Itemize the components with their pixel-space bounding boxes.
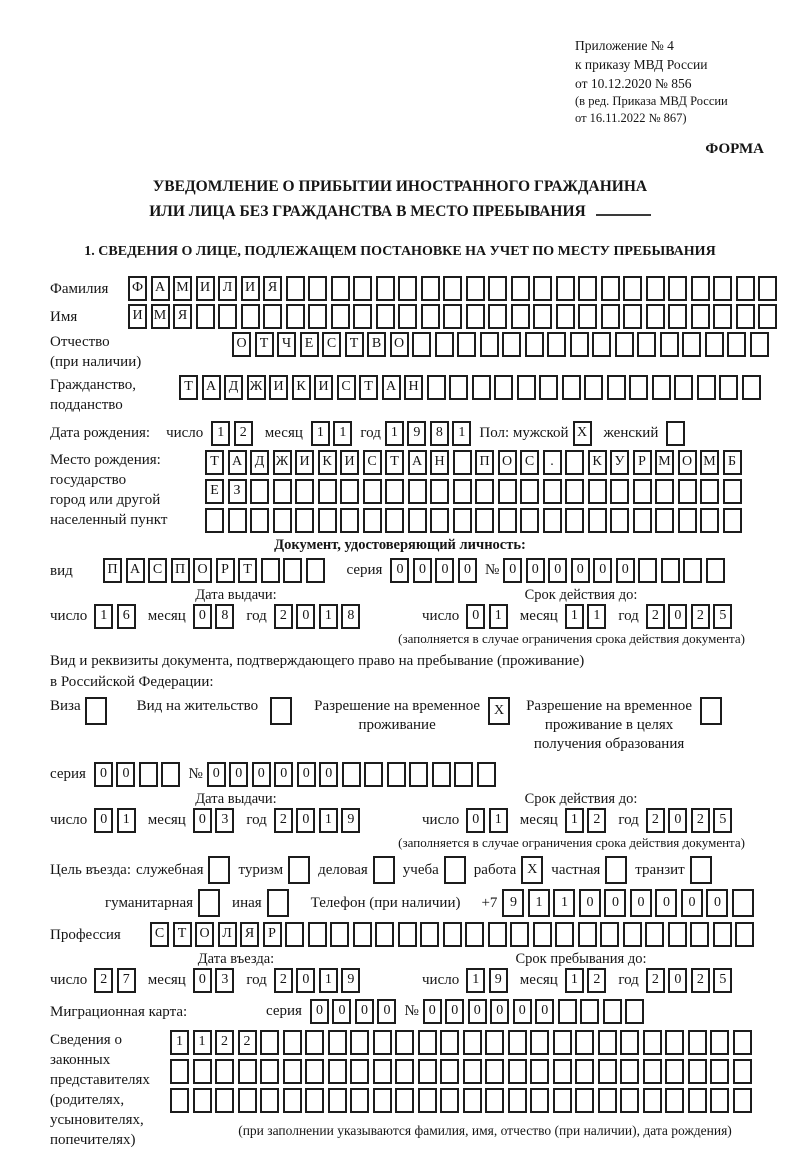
doc-series-label: серия: [346, 562, 383, 578]
profession-label: Профессия: [50, 926, 121, 943]
day-label: число: [422, 972, 460, 988]
birth-month-label: месяц: [264, 425, 303, 441]
purpose-transit-label: транзит: [635, 861, 685, 878]
purpose-row-2: [0, 889, 800, 917]
purpose-work-checkbox[interactable]: X: [521, 856, 543, 884]
doc-issue-year-boxes[interactable]: 2 0 1 8: [274, 604, 361, 629]
year-label: год: [246, 812, 267, 828]
day-label: число: [50, 812, 88, 828]
year-label: год: [246, 972, 267, 988]
surname-row: [0, 276, 800, 301]
first-name-boxes[interactable]: И М Я: [128, 304, 777, 329]
birth-date-row: [0, 421, 800, 446]
purpose-private-checkbox[interactable]: [605, 856, 627, 884]
phone-prefix: +7: [481, 894, 498, 911]
identity-doc-dates-row: [0, 604, 800, 629]
form-title-line2: ИЛИ ЛИЦА БЕЗ ГРАЖДАНСТВА В МЕСТО ПРЕБЫВАНИЯ: [0, 199, 800, 224]
purpose-other-label: иная: [232, 894, 262, 911]
title-blank-underline: [596, 214, 651, 216]
residence-series-row: [0, 762, 800, 787]
migration-card-row: [0, 999, 800, 1024]
visa-option: [50, 697, 107, 725]
doc-issue-month-boxes[interactable]: 0 8: [193, 604, 235, 629]
birth-place-row: [0, 450, 800, 533]
issue-date-header: Дата выдачи:: [195, 791, 277, 807]
purpose-study-label: учеба: [402, 861, 439, 878]
first-name-label: Имя: [50, 308, 78, 325]
residence-doc-line1: Вид и реквизиты документа, подтверждающего право на пребывание (проживание): [50, 653, 585, 669]
limit-note: (заполняется в случае ограничения срока действия документа): [398, 835, 745, 850]
month-label: месяц: [147, 608, 186, 624]
doc-issue-day-boxes[interactable]: 1 6: [94, 604, 136, 629]
day-label: число: [422, 812, 460, 828]
visa-label: Виза: [50, 698, 81, 714]
profession-row: [0, 922, 800, 947]
res-series-label: серия: [50, 766, 86, 782]
birth-place-label: Место рождения: государство город или другой населенный пункт: [50, 452, 168, 528]
entry-month-boxes[interactable]: 0 3: [193, 968, 235, 993]
purpose-humanitarian-checkbox[interactable]: [198, 889, 220, 917]
migration-number-boxes[interactable]: 0 0 0 0 0 0: [423, 999, 645, 1024]
purpose-work-label: работа: [473, 861, 517, 878]
identity-doc-dates-header: [0, 587, 800, 604]
res-issue-day-boxes[interactable]: 0 1: [94, 808, 136, 833]
res-valid-month-boxes[interactable]: 1 2: [565, 808, 607, 833]
purpose-study-checkbox[interactable]: [444, 856, 466, 884]
sex-female-checkbox[interactable]: [666, 421, 685, 446]
form-title-line1: УВЕДОМЛЕНИЕ О ПРИБЫТИИ ИНОСТРАННОГО ГРАЖДАНИНА: [152, 178, 648, 195]
purpose-tourism-checkbox[interactable]: [288, 856, 310, 884]
phone-boxes[interactable]: 9 1 1 0 0 0 0 0 0: [502, 889, 754, 917]
representatives-note: (при заполнении указываются фамилия, имя, отчество (при наличии), дата рождения): [238, 1123, 732, 1138]
form-title: [0, 174, 800, 224]
visa-checkbox[interactable]: [85, 697, 107, 725]
birth-year-label: год: [360, 425, 381, 441]
day-label: число: [50, 608, 88, 624]
edu-residence-checkbox[interactable]: [700, 697, 722, 725]
res-series-boxes[interactable]: 0 0: [94, 762, 181, 787]
res-number-label: №: [188, 766, 203, 782]
birth-place-line3-boxes[interactable]: [205, 508, 742, 533]
representatives-row: [0, 1030, 800, 1150]
purpose-other-checkbox[interactable]: [267, 889, 289, 917]
valid-until-header: Срок действия до:: [524, 587, 638, 603]
representatives-line1-boxes[interactable]: 1 1 2 2: [170, 1030, 800, 1055]
migration-series-label: серия: [266, 1003, 302, 1019]
month-label: месяц: [519, 972, 558, 988]
month-label: месяц: [147, 812, 186, 828]
phone-label: Телефон (при наличии): [310, 894, 461, 911]
entry-year-boxes[interactable]: 2 0 1 9: [274, 968, 361, 993]
first-name-row: [0, 304, 800, 329]
purpose-tourism-label: туризм: [238, 861, 284, 878]
doc-series-boxes[interactable]: 0 0 0 0: [390, 558, 477, 583]
birth-year-boxes[interactable]: 1 9 8 1: [385, 421, 472, 446]
purpose-official-label: служебная: [135, 861, 204, 878]
issue-date-header: Дата выдачи:: [195, 587, 277, 603]
purpose-transit-checkbox[interactable]: [690, 856, 712, 884]
valid-until-header: Срок действия до:: [524, 791, 638, 807]
residence-dates-row: [0, 808, 800, 833]
birth-place-line2-boxes[interactable]: Е З: [205, 479, 742, 504]
purpose-row-1: [0, 856, 800, 884]
birth-day-label: число: [166, 425, 204, 441]
citizenship-boxes[interactable]: Т А Д Ж И К И С Т А Н: [179, 375, 761, 400]
sex-label: Пол: мужской: [479, 425, 569, 441]
forma-label: ФОРМА: [705, 141, 764, 157]
patronymic-label: Отчество (при наличии): [50, 334, 142, 370]
doc-number-label: №: [484, 562, 500, 578]
appendix-line: к приказу МВД России: [575, 57, 708, 72]
entry-dates-header: [0, 951, 800, 968]
edition-line: от 16.11.2022 № 867): [575, 111, 687, 125]
sex-male-checkbox[interactable]: X: [573, 421, 592, 446]
entry-date-header: Дата въезда:: [197, 951, 275, 967]
stay-day-boxes[interactable]: 1 9: [466, 968, 508, 993]
residence-permit-label: Вид на жительство: [136, 698, 259, 714]
day-label: число: [50, 972, 88, 988]
entry-dates-row: [0, 968, 800, 993]
residence-doc-options: [0, 697, 800, 754]
stay-year-boxes[interactable]: 2 0 2 5: [646, 968, 733, 993]
limit-note: (заполняется в случае ограничения срока действия документа): [398, 631, 745, 646]
surname-boxes[interactable]: Ф А М И Л И Я: [128, 276, 777, 301]
year-label: год: [618, 972, 639, 988]
temp-residence-option: [314, 697, 510, 735]
migration-series-boxes[interactable]: 0 0 0 0: [310, 999, 397, 1024]
purpose-business-label: деловая: [318, 861, 368, 878]
res-issue-year-boxes[interactable]: 2 0 1 9: [274, 808, 361, 833]
month-label: месяц: [519, 812, 558, 828]
purpose-humanitarian-label: гуманитарная: [105, 894, 194, 911]
residence-permit-option: [137, 697, 292, 725]
doc-valid-day-boxes[interactable]: 0 1: [466, 604, 508, 629]
patronymic-boxes[interactable]: О Т Ч Е С Т В О: [232, 332, 769, 357]
citizenship-row: [0, 375, 800, 415]
stay-month-boxes[interactable]: 1 2: [565, 968, 607, 993]
entry-day-boxes[interactable]: 2 7: [94, 968, 136, 993]
edition-line: (в ред. Приказа МВД России: [575, 94, 728, 108]
residence-permit-checkbox[interactable]: [270, 697, 292, 725]
profession-boxes[interactable]: С Т О Л Я Р: [150, 922, 754, 947]
purpose-private-label: частная: [551, 861, 601, 878]
identity-doc-row: [0, 558, 800, 583]
residence-doc-line2: в Российской Федерации:: [50, 674, 214, 690]
birth-day-boxes[interactable]: 1 2: [211, 421, 253, 446]
citizenship-label: Гражданство, подданство: [50, 377, 137, 413]
purpose-label: Цель въезда:: [50, 861, 131, 878]
birth-date-label: Дата рождения:: [50, 425, 151, 441]
doc-type-boxes[interactable]: П А С П О Р Т: [103, 558, 325, 583]
month-label: месяц: [519, 608, 558, 624]
res-valid-day-boxes[interactable]: 0 1: [466, 808, 508, 833]
res-valid-year-boxes[interactable]: 2 0 2 5: [646, 808, 733, 833]
year-label: год: [618, 812, 639, 828]
month-label: месяц: [147, 972, 186, 988]
doc-valid-month-boxes[interactable]: 1 1: [565, 604, 607, 629]
purpose-official-checkbox[interactable]: [208, 856, 230, 884]
res-issue-month-boxes[interactable]: 0 3: [193, 808, 235, 833]
res-number-boxes[interactable]: 0 0 0 0 0 0: [207, 762, 496, 787]
patronymic-row: [0, 332, 800, 372]
purpose-business-checkbox[interactable]: [373, 856, 395, 884]
appendix-block: [575, 36, 765, 127]
migration-number-label: №: [404, 1003, 419, 1019]
identity-doc-heading: Документ, удостоверяющий личность:: [274, 537, 526, 553]
doc-number-boxes[interactable]: 0 0 0 0 0 0: [503, 558, 725, 583]
temp-residence-checkbox[interactable]: X: [488, 697, 510, 725]
birth-place-line1-boxes[interactable]: Т А Д Ж И К И С Т А Н П О С . К У Р М О М Б: [205, 450, 742, 475]
migration-card-label: Миграционная карта:: [50, 1003, 188, 1020]
section1-heading: 1. СВЕДЕНИЯ О ЛИЦЕ, ПОДЛЕЖАЩЕМ ПОСТАНОВКЕ НА УЧЕТ ПО МЕСТУ ПРЕБЫВАНИЯ: [84, 244, 716, 259]
residence-dates-header: [0, 791, 800, 808]
representatives-label: Сведения о законных представителях (родителях, усыновителях, попечителях): [50, 1032, 150, 1148]
appendix-line: от 10.12.2020 № 856: [575, 76, 692, 91]
representatives-line3-boxes[interactable]: [170, 1088, 800, 1113]
doc-type-label: вид: [50, 562, 73, 579]
birth-month-boxes[interactable]: 1 1: [311, 421, 353, 446]
sex-female-label: женский: [603, 425, 659, 441]
year-label: год: [618, 608, 639, 624]
edu-residence-option: [526, 697, 722, 754]
edu-residence-label: Разрешение на временное проживание в целях получения образования: [526, 698, 693, 752]
representatives-line2-boxes[interactable]: [170, 1059, 800, 1084]
temp-residence-label: Разрешение на временное проживание: [314, 698, 481, 733]
surname-label: Фамилия: [50, 280, 109, 297]
stay-until-header: Срок пребывания до:: [515, 951, 647, 967]
appendix-line: Приложение № 4: [575, 38, 674, 53]
day-label: число: [422, 608, 460, 624]
year-label: год: [246, 608, 267, 624]
doc-valid-year-boxes[interactable]: 2 0 2 5: [646, 604, 733, 629]
